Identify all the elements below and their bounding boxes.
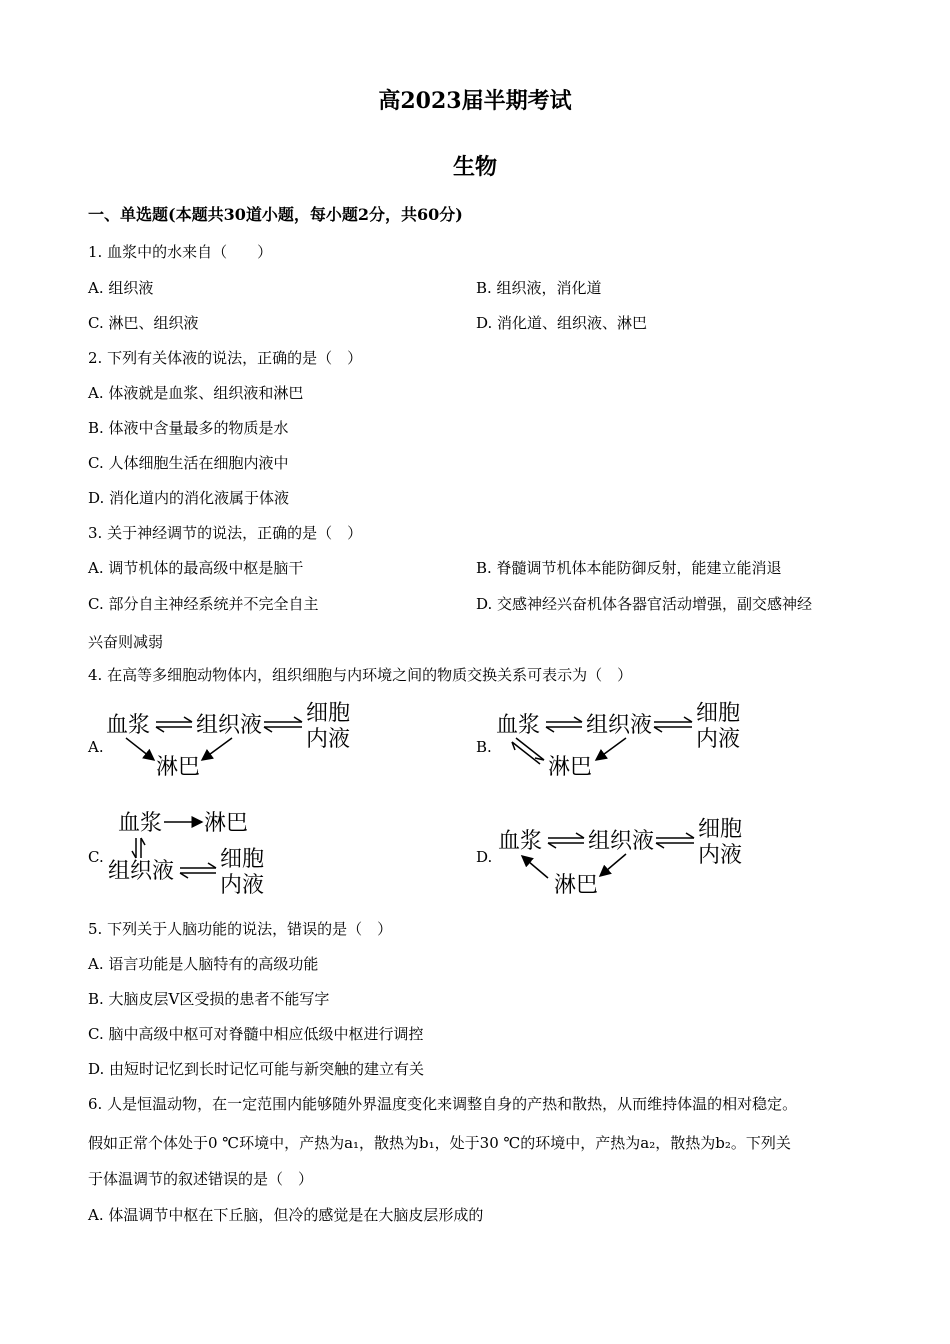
question-3-option-b[interactable]: B. 脊髓调节机体本能防御反射，能建立能消退 [476, 559, 782, 577]
question-5-option-d[interactable]: D. 由短时记忆到长时记忆可能与新突触的建立有关 [88, 1060, 425, 1078]
diagram-d-plasma: 血浆 [498, 829, 543, 854]
question-4-option-c[interactable]: C. [88, 848, 104, 866]
diagram-b-lymph: 淋巴 [548, 755, 593, 780]
question-6-option-a[interactable]: A. 体温调节中枢在下丘脑，但冷的感觉是在大脑皮层形成的 [88, 1206, 484, 1224]
diagram-c-plasma: 血浆 [118, 811, 163, 836]
section-heading: 一、单选题(本题共30道小题，每小题2分，共60分) [88, 205, 463, 224]
diagram-option-d [496, 812, 756, 898]
exam-title: 高2023届半期考试 [378, 88, 572, 114]
diagram-c-tissue-fluid: 组织液 [108, 859, 175, 884]
diagram-a-icf-line1: 细胞 [306, 701, 351, 726]
diagram-a-tissue-fluid: 组织液 [196, 713, 263, 738]
question-2-option-a[interactable]: A. 体液就是血浆、组织液和淋巴 [88, 384, 304, 402]
question-1-option-d[interactable]: D. 消化道、组织液、淋巴 [476, 314, 648, 332]
diagram-d-tissue-fluid: 组织液 [588, 829, 655, 854]
question-3-stem: 3. 关于神经调节的说法，正确的是（ ） [88, 524, 363, 542]
question-3-option-d[interactable]: D. 交感神经兴奋机体各器官活动增强，副交感神经 [476, 595, 813, 613]
diagram-a-plasma: 血浆 [106, 713, 151, 738]
diagram-b-icf-line1: 细胞 [696, 701, 741, 726]
diagram-a-lymph: 淋巴 [156, 755, 201, 780]
question-2-option-c[interactable]: C. 人体细胞生活在细胞内液中 [88, 454, 289, 472]
question-5-stem: 5. 下列关于人脑功能的说法，错误的是（ ） [88, 920, 393, 938]
question-5-option-a[interactable]: A. 语言功能是人脑特有的高级功能 [88, 955, 319, 973]
diagram-d-lymph: 淋巴 [554, 873, 599, 898]
diagram-b-icf-line2: 内液 [696, 727, 741, 752]
question-1-stem: 1. 血浆中的水来自（ ） [88, 243, 273, 261]
question-4-option-d[interactable]: D. [476, 848, 493, 866]
question-1-option-a[interactable]: A. 组织液 [88, 279, 154, 297]
question-6-stem-line-3: 于体温调节的叙述错误的是（ ） [88, 1170, 314, 1188]
question-2-stem: 2. 下列有关体液的说法，正确的是（ ） [88, 349, 363, 367]
diagram-c-lymph: 淋巴 [204, 811, 249, 836]
question-4-stem: 4. 在高等多细胞动物体内，组织细胞与内环境之间的物质交换关系可表示为（ ） [88, 666, 633, 684]
diagram-d-icf-line1: 细胞 [698, 817, 743, 842]
question-2-option-b[interactable]: B. 体液中含量最多的物质是水 [88, 419, 289, 437]
question-3-option-d-continuation: 兴奋则减弱 [88, 633, 164, 651]
question-1-option-b[interactable]: B. 组织液，消化道 [476, 279, 602, 297]
diagram-c-icf-line2: 内液 [220, 873, 265, 898]
diagram-d-icf-line2: 内液 [698, 843, 743, 868]
subject-title: 生物 [452, 154, 497, 180]
question-1-option-c[interactable]: C. 淋巴、组织液 [88, 314, 199, 332]
question-5-option-c[interactable]: C. 脑中高级中枢可对脊髓中相应低级中枢进行调控 [88, 1025, 424, 1043]
question-2-option-d[interactable]: D. 消化道内的消化液属于体液 [88, 489, 290, 507]
question-6-stem-line-1: 6. 人是恒温动物，在一定范围内能够随外界温度变化来调整自身的产热和散热，从而维持体温的相对稳定。 [88, 1095, 798, 1113]
diagram-c-icf-line1: 细胞 [220, 847, 265, 872]
question-6-stem-line-2: 假如正常个体处于0 ℃环境中，产热为a₁，散热为b₁，处于30 ℃的环境中，产热为a₂，散热为b₂。下列关 [88, 1134, 791, 1152]
question-4-option-b[interactable]: B. [476, 738, 492, 756]
question-3-option-a[interactable]: A. 调节机体的最高级中枢是脑干 [88, 559, 304, 577]
diagram-option-b [494, 696, 754, 782]
diagram-option-a [104, 696, 364, 782]
question-5-option-b[interactable]: B. 大脑皮层V区受损的患者不能写字 [88, 990, 330, 1008]
diagram-option-c [106, 806, 276, 900]
diagram-b-tissue-fluid: 组织液 [586, 713, 653, 738]
diagram-a-icf-line2: 内液 [306, 727, 351, 752]
diagram-b-plasma: 血浆 [496, 713, 541, 738]
question-4-option-a[interactable]: A. [88, 738, 104, 756]
question-3-option-c[interactable]: C. 部分自主神经系统并不完全自主 [88, 595, 319, 613]
